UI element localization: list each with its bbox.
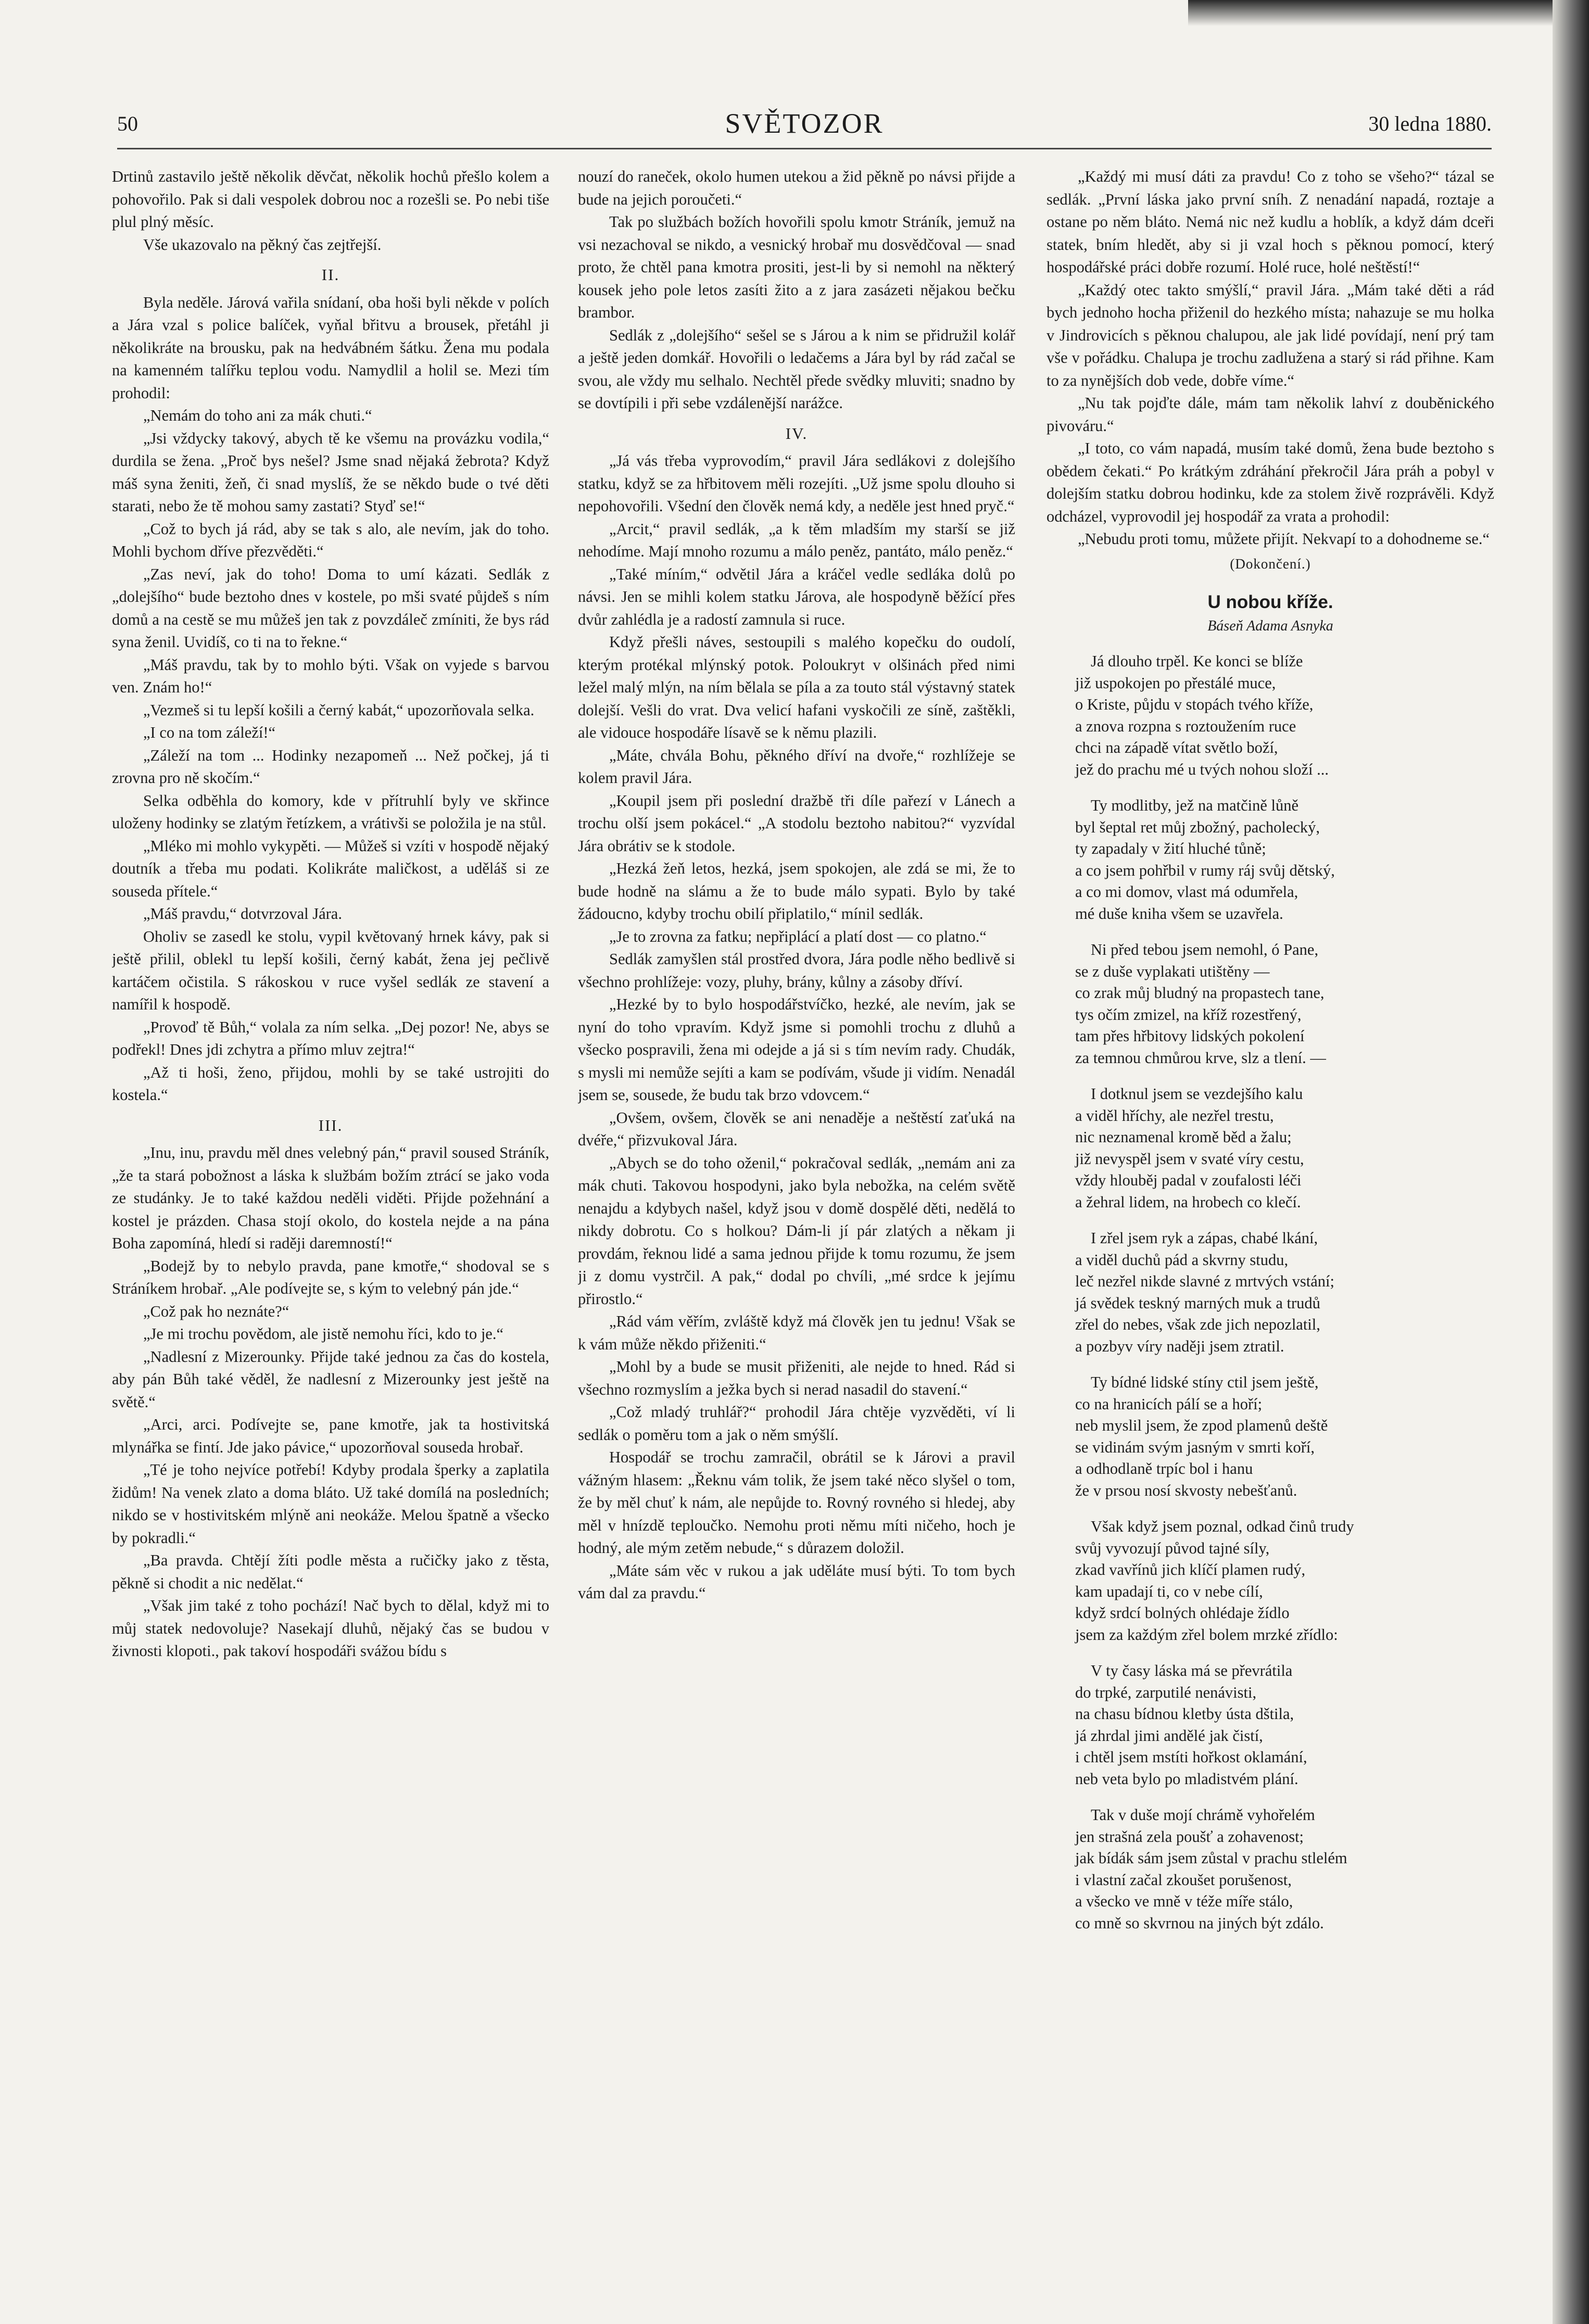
- paragraph: „Každý otec takto smýšlí,“ pravil Jára. „Mám také děti a rád bych jednoho hocha přiženil do hezkého místa; nahazuje se mu holka v Jindrovicích s pěknou chalupou, ale jak lidé povídají, není prý tam vše v pořádku. Chalupa je trochu zadlužena a starý si rád přihne. Kam to za nynějších dob vede, dobře víme.“: [1046, 281, 1494, 389]
- poem-line: Já dlouho trpěl. Ke konci se blíže: [1091, 652, 1303, 670]
- poem-stanza: [1046, 1372, 1494, 1501]
- poem-line: jen strašná zela poušť a zohavenost;: [1075, 1827, 1304, 1846]
- paragraph: Sedlák z „dolejšího“ sešel se s Járou a k nim se přidružil kolář a ještě jeden domkář. Hovořili o ledačems a Jára byl by rád začal se svou, ale vždy mu selhalo. Nechtěl přede svědky mluviti; snadno by se dovtípili i při sebe vzdálenější narážce.: [578, 326, 1015, 412]
- poem-stanza: [1046, 1083, 1494, 1213]
- masthead: SVĚTOZOR: [725, 108, 884, 139]
- paragraph: Vše ukazovalo na pěkný čas zejtřejší.: [143, 235, 382, 254]
- poem-line: se z duše vyplakati utištěny —: [1075, 962, 1270, 980]
- continuation-note: (Dokončení.): [1230, 555, 1311, 572]
- poem-line: V ty časy láska má se převrátila: [1091, 1662, 1293, 1679]
- poem-line: a odhodlaně trpíc bol i hanu: [1075, 1460, 1253, 1477]
- poem-subtitle: Báseň Adama Asnyka: [1207, 617, 1333, 634]
- poem-line: Ni před tebou jsem nemohl, ó Pane,: [1091, 941, 1319, 958]
- paragraph: „Máte, chvála Bohu, pěkného dříví na dvoře,“ rozhlížeje se kolem pravil Jára.: [578, 746, 1015, 787]
- paragraph: „Nadlesní z Mizerounky. Přijde také jednou za čas do kostela, aby pán Bůh také věděl, že nadlesní z Mizerounky jest ještě na světě.“: [112, 1347, 549, 1411]
- paragraph: „Bodejž by to nebylo pravda, pane kmotře,“ shodoval se s Stráníkem hrobař. „Ale podívejte se, s kým to velebný pán jde.“: [112, 1257, 549, 1297]
- paragraph: Tak po službách božích hovořili spolu kmotr Stráník, jemuž na vsi nezachoval se nikdo, a vesnický hrobař mu dosvědčoval — snad proto, že chtěl pana kmotra prositi, jest-li by si nemohl na některý kousek jeho pole letos zasíti žito a z jara zasázeti nějakou bečku brambor.: [578, 213, 1015, 321]
- poem-line: a žehral lidem, na hrobech co klečí.: [1075, 1193, 1301, 1211]
- paragraph: „Každý mi musí dáti za pravdu! Co z toho se všeho?“ tázal se sedlák. „První láska jako první sníh. Z nenadání napadá, roztaje a ostane po něm bláto. Nemá nic než kudlu a hoblík, a když dám dceři statek, bním hledět, aby si ji vzal hoch s pěknou pomocí, který hospodářské práci dobře rozumí. Holé ruce, holé neštěstí!“: [1046, 168, 1494, 276]
- paragraph: „Provoď tě Bůh,“ volala za ním selka. „Dej pozor! Ne, abys se podřekl! Dnes jdi zchytra a přímo mluv zejtra!“: [112, 1018, 549, 1058]
- poem-line: leč nezřel nikde slavné z mrtvých vstání;: [1075, 1272, 1334, 1290]
- poem-line: jež do prachu mé u tvých nohou složí ...: [1075, 760, 1329, 778]
- scan-edge: [1553, 0, 1589, 2324]
- paragraph: „Já vás třeba vyprovodím,“ pravil Jára sedlákovi z dolejšího statku, když se za hřbitovem měli rozejíti. „Už jsme spolu dlouho si nepohovořili. Všední den člověk nemá kdy, a neděle jest hned pryč.“: [578, 452, 1015, 515]
- paragraph: Byla neděle. Járová vařila snídaní, oba hoši byli někde v polích a Jára vzal s police balíček, vyňal břitvu a brousek, přetáhl ji několikráte na brousku, pak na hedvábném šátku. Žena mu podala na kamenném talířku teplou vodu. Namydlil a holil se. Mezi tím prohodil:: [112, 293, 549, 402]
- poem-line: byl šeptal ret můj zbožný, pacholecký,: [1075, 818, 1320, 836]
- paragraph: „Záleží na tom ... Hodinky nezapomeň ... Než počkej, já ti zrovna pro ně skočím.“: [112, 746, 549, 787]
- paragraph: „Arci, arci. Podívejte se, pane kmotře, jak ta hostivitská mlynářka se fintí. Jde jako pávice,“ upozorňoval souseda hrobař.: [112, 1416, 549, 1456]
- poem-line: a co mi domov, vlast má odumřela,: [1075, 883, 1298, 901]
- poem-line: svůj vyvozují původ tajné síly,: [1075, 1539, 1270, 1557]
- poem-line: neb veta bylo po mladistvém plání.: [1075, 1770, 1298, 1788]
- poem-line: já svědek teskný marných muk a trudů: [1075, 1294, 1320, 1312]
- paragraph: „Nebudu proti tomu, můžete přijít. Nekvapí to a dohodneme se.“: [1078, 530, 1490, 548]
- poem-line: tam přes hřbitovy lidských pokolení: [1075, 1027, 1305, 1045]
- poem-line: a co jsem pohřbil v rumy ráj svůj dětský,: [1075, 861, 1335, 879]
- issue-date: 30 ledna 1880.: [1368, 112, 1492, 135]
- poem-line: Však když jsem poznal, odkad činů trudy: [1091, 1518, 1354, 1535]
- poem-line: když srdcí bolných ohlédaje žídlo: [1075, 1604, 1290, 1622]
- poem-line: neb myslil jsem, že zpod plamenů deště: [1075, 1417, 1328, 1434]
- paragraph: „Rád vám věřím, zvláště když má člověk jen tu jednu! Však se k vám může někdo přiženiti.“: [578, 1312, 1015, 1353]
- poem-line: Tak v duše mojí chrámě vyhořelém: [1091, 1806, 1315, 1824]
- page-header: [117, 108, 1492, 148]
- poem-stanza: [1046, 651, 1494, 780]
- paragraph: „Je to zrovna za fatku; nepřiplácí a platí dost — co platno.“: [609, 927, 987, 945]
- poem-line: vždy hlouběj padal v zoufalosti léči: [1075, 1171, 1302, 1189]
- page-number: 50: [117, 112, 138, 135]
- poem-line: zřel do nebes, však zde jich nepozlatil,: [1075, 1316, 1320, 1333]
- paragraph: „Mohl by a bude se musit přiženiti, ale nejde to hned. Rád si všechno rozmyslím a ježka bych si nerad nasadil do stavení.“: [578, 1358, 1015, 1398]
- paragraph: „Nu tak pojďte dále, mám tam několik lahví z douběnického pivováru.“: [1046, 394, 1494, 435]
- paragraph: „Což to bych já rád, aby se tak s alo, ale nevím, jak do toho. Mohli bychom dříve přezvěděti.“: [112, 520, 549, 560]
- paragraph: Sedlák zamyšlen stál prostřed dvora, Jára podle něho bedlivě si všechno prohlížeje: vozy, pluhy, brány, kůlny a zásoby dříví.: [578, 950, 1015, 991]
- paragraph: Drtinů zastavilo ještě několik děvčat, několik hochů přešlo kolem a pohovořilo. Pak si dali vespolek dobrou noc a rozešli se. Po nebi tiše plul plný měsíc.: [112, 168, 549, 231]
- paragraph: „Což mladý truhlář?“ prohodil Jára chtěje vyzvěděti, ví li sedlák o poměru tom a jak o něm smýšlí.: [578, 1403, 1015, 1444]
- poem-line: zkad vavřínů jich klíčí plamen rudý,: [1075, 1561, 1306, 1578]
- poem-title: U nobou kříže.: [1207, 592, 1333, 612]
- poem-line: jak bídák sám jsem zůstal v prachu stlelém: [1075, 1849, 1347, 1867]
- paragraph: „Vezmeš si tu lepší košili a černý kabát,“ upozorňovala selka.: [143, 701, 535, 719]
- paragraph: Selka odběhla do komory, kde v přítruhlí byly ve skřince uloženy hodinky se zlatým řetízkem, a vrátivši se položila je na stůl.: [112, 791, 549, 832]
- scan-shadow-top: [1188, 0, 1553, 26]
- paragraph: „Což pak ho neznáte?“: [143, 1302, 289, 1320]
- paragraph: „Však jim také z toho pochází! Nač bych to dělal, když mi to můj statek nedovoluje? Nasekají dluhů, nějaký čas se budou v živnosti klopoti., pak takoví hospodáři svážou bídu s: [112, 1597, 549, 1660]
- poem-line: I zřel jsem ryk a zápas, chabé lkání,: [1091, 1229, 1318, 1247]
- paragraph: „Ba pravda. Chtějí žíti podle města a ručičky jako z těsta, pěkně si chodit a nic nedělat.“: [112, 1551, 549, 1592]
- poem-line: Ty modlitby, jež na matčině lůně: [1091, 797, 1299, 814]
- paragraph: „I toto, co vám napadá, musím také domů, žena bude beztoho s obědem čekati.“ Po krátkým zdráhání překročil Jára práh a pobyl v dolejším statku dobrou hodinku, kde za stolem živě rozprávěli. Když odcházel, vyprovodil jej hospodář za vrata a prohodil:: [1046, 439, 1494, 525]
- paragraph: „Máte sám věc v rukou a jak uděláte musí býti. To tom bych vám dal za pravdu.“: [578, 1561, 1015, 1602]
- poem-stanza: [1046, 1804, 1494, 1934]
- poem-line: na chasu bídnou kletby ústa dštila,: [1075, 1705, 1294, 1723]
- poem-line: I dotknul jsem se vezdejšího kalu: [1091, 1085, 1303, 1103]
- poem-line: co na hranicích pálí se a hoří;: [1075, 1395, 1263, 1413]
- paragraph: „Inu, inu, pravdu měl dnes velebný pán,“ pravil soused Stráník, „že ta stará pobožnost a láska k službám božím ztrácí se jako voda ze studánky. Je to také každou neděli viděti. Přijde požehnání a kostel je prázden. Chasa stojí okolo, do kostela nejde a na pána Boha zapomíná, hledí si raději daremností!“: [112, 1144, 549, 1252]
- poem-line: do trpké, zarputilé nenávisti,: [1075, 1683, 1257, 1701]
- column-right: [1046, 166, 1494, 2274]
- paragraph: „Koupil jsem při poslední dražbě tři díle pařezí v Lánech a trochu olší jsem pokácel.“ „A stodolu beztoho nabitou?“ vyzvídal Jára obrátiv se k stodole.: [578, 791, 1015, 855]
- paragraph: „Jsi vždycky takový, abych tě ke všemu na provázku vodila,“ durdila se žena. „Proč bys nešel? Jsme snad nějaká žebrota? Když máš syna ženiti, žeň, či snad myslíš, že se někdo bude o tvé děti starati, nebo že tě mohou samy zastati? Styď se!“: [112, 429, 549, 515]
- paragraph: „Té je toho nejvíce potřebí! Kdyby prodala šperky a zaplatila židům! Na venek zlato a doma bláto. Už také domílá na posledních; nikdo se v hostivitském mlýně ani neokáže. Melou špatně a všecko by pokradli.“: [112, 1461, 549, 1547]
- paragraph: „I co na tom záleží!“: [143, 724, 276, 741]
- poem-line: co zrak můj bludný na propastech tane,: [1075, 984, 1325, 1002]
- poem-stanza: [1046, 1660, 1494, 1790]
- section-number: IV.: [785, 424, 808, 443]
- paragraph: Hospodář se trochu zamračil, obrátil se k Járovi a pravil vážným hlasem: „Řeknu vám tolik, že jsem také něco slyšel o tom, že by měl chuť k nám, ale nepůjde to. Rovný rovného si hledej, aby měl v hnízdě teploučko. Nemohu proti němu míti ničeho, hoch je hodný, ale mým zetěm nebude,“ s důrazem doložil.: [578, 1448, 1015, 1557]
- poem-stanza: [1046, 795, 1494, 925]
- poem-line: že v prsou nosí skvosty nebešťanů.: [1075, 1481, 1297, 1499]
- poem-line: již nevyspěl jsem v svaté víry cestu,: [1075, 1150, 1304, 1168]
- poem-line: kam upadají ti, co v nebe cílí,: [1075, 1582, 1263, 1600]
- column-middle: [578, 166, 1015, 2274]
- poem-line: Ty bídné lidské stíny ctil jsem ještě,: [1091, 1373, 1319, 1391]
- paragraph: Oholiv se zasedl ke stolu, vypil květovaný hrnek kávy, pak si ještě přilil, oblekl tu lepší košili, černý kabát, žena jej pečlivě kartáčem očistila. S rákoskou v ruce vyšel sedlák ze stavení a namířil k hospodě.: [112, 927, 549, 1013]
- poem-line: tys očím zmizel, na kříž rozestřený,: [1075, 1005, 1302, 1024]
- paragraph: Když přešli náves, sestoupili s malého kopečku do oudolí, kterým protékal mlýnský potok. Poloukryt v olšinách před nimi ležel malý mlýn, na ním bělala se píla a za touto stál výstavný statek dolejší. Vešli do vrat. Dva velicí hafani vyskočili ze síně, zaštěkli, ale vidouce hospodáře lísavě se k němu plazili.: [578, 633, 1015, 741]
- paragraph: „Zas neví, jak do toho! Doma to umí kázati. Sedlák z „dolejšího“ bude beztoho dnes v kostele, po mši svaté půjdeš s ním domů a na cestě se mu můžeš jen tak z povzdáleč zmíniti, že bys rád syna ženil. Uvidíš, co ti na to řekne.“: [112, 565, 549, 651]
- paragraph: „Ovšem, ovšem, člověk se ani nenaděje a neštěstí zaťuká na dvéře,“ přizvukoval Jára.: [578, 1108, 1015, 1149]
- paragraph: „Mléko mi mohlo vykypěti. — Můžeš si vzíti v hospodě nějaký doutník a třeba mu podati. Kolikráte maličkost, a uděláš si ze souseda přítele.“: [112, 837, 549, 900]
- paragraph: „Také míním,“ odvětil Jára a kráčel vedle sedláka dolů po návsi. Jen se mihli kolem statku Járova, ale hospodyně běžící přes dvůr zahlédla je a radostí zamnula si ruce.: [578, 565, 1015, 628]
- section-number: II.: [321, 266, 340, 284]
- paragraph: „Máš pravdu,“ dotvrzoval Jára.: [143, 905, 342, 923]
- poem-line: o Kriste, půjdu v stopách tvého kříže,: [1075, 696, 1314, 713]
- poem-line: já zhrdal jimi andělé jak čistí,: [1075, 1726, 1263, 1745]
- poem-line: za temnou chmůrou krve, slz a tlení. —: [1075, 1049, 1326, 1067]
- poem-line: ty zapadaly v žití hluché tůně;: [1075, 840, 1266, 857]
- paragraph: „Máš pravdu, tak by to mohlo býti. Však on vyjede s barvou ven. Znám ho!“: [112, 655, 549, 696]
- poem-line: a viděl duchů pád a skvrny studu,: [1075, 1251, 1289, 1269]
- paragraph: „Hezká žeň letos, hezká, jsem spokojen, ale zdá se mi, že to bude hodně na slámu a že to bude málo sypati. Bylo by také žádoucno, kdyby trochu obilí připlatilo,“ mínil sedlák.: [578, 860, 1015, 923]
- paragraph: „Hezké by to bylo hospodářstvíčko, hezké, ale nevím, jak se nyní do toho vpravím. Když jsme si pomohli trochu z dluhů a všecko pospravili, žena mi odejde a já si s tím nevím rady. Chudák, s mysli mi nemůže sejíti a kam se podívám, všude ji vidím. Nenadál jsem se, sousede, že budu tak brzo vdovcem.“: [578, 995, 1015, 1104]
- paragraph: „Abych se do toho oženil,“ pokračoval sedlák, „nemám ani za mák chuti. Takovou hospodyni, jako byla nebožka, na celém světě nenajdu a kdybych našel, když jsou v domě dospělé děti, nedělá to nikdy dobrotu. Co s holkou? Dám-li jí pár zlatých a někam ji provdám, řeknou lidé a sama jednou přijde k tomu rozumu, že jsem ji z domu vystrčil. A pak,“ dodal po chvíli, „mé srdce k jejímu přirostlo.“: [578, 1154, 1015, 1308]
- poem-line: se vidinám svým jasným v smrti koří,: [1075, 1438, 1315, 1456]
- paragraph: nouzí do raneček, okolo humen utekou a žid pěkně po návsi přijde a bude na jejich poroučeti.“: [578, 168, 1015, 208]
- poem-line: již uspokojen po přestálé muce,: [1075, 674, 1276, 692]
- poem-line: nic neznamenal kromě běd a žalu;: [1075, 1128, 1292, 1146]
- paragraph: „Je mi trochu povědom, ale jistě nemohu říci, kdo to je.“: [143, 1325, 503, 1343]
- paragraph: „Arcit,“ pravil sedlák, „a k těm mladším my starší se již nehodíme. Mají mnoho rozumu a málo peněz, pantáto, málo peněz.“: [578, 520, 1015, 560]
- poem-line: i vlastní začal zkoušet porušenost,: [1075, 1871, 1292, 1889]
- poem-line: co mně so skvrnou na jiných být zdálo.: [1075, 1914, 1324, 1932]
- poem-line: a viděl hříchy, ale nezřel trestu,: [1075, 1106, 1274, 1125]
- poem-line: mé duše kniha všem se uzavřela.: [1075, 904, 1283, 923]
- paragraph: „Až ti hoši, ženo, přijdou, mohli by se také ustrojiti do kostela.“: [112, 1063, 549, 1104]
- poem-stanza: [1046, 939, 1494, 1069]
- poem-stanza: [1046, 1228, 1494, 1357]
- poem-stanza: [1046, 1516, 1494, 1646]
- paragraph: „Nemám do toho ani za mák chuti.“: [143, 407, 372, 424]
- header-rule: [117, 148, 1492, 149]
- poem-line: jsem za každým zřel bolem mrzké zřídlo:: [1075, 1625, 1338, 1644]
- section-number: III.: [318, 1116, 343, 1134]
- poem-line: a všecko ve mně v téže míře stálo,: [1075, 1892, 1293, 1910]
- column-left: [112, 166, 549, 2274]
- poem-line: chci na západě vítat světlo boží,: [1075, 739, 1278, 756]
- poem-line: a pozbyv víry naději jsem ztratil.: [1075, 1337, 1284, 1355]
- poem-line: i chtěl jsem mstíti hořkost oklamání,: [1075, 1748, 1307, 1766]
- poem-line: a znova rozpna s roztoužením ruce: [1075, 717, 1296, 735]
